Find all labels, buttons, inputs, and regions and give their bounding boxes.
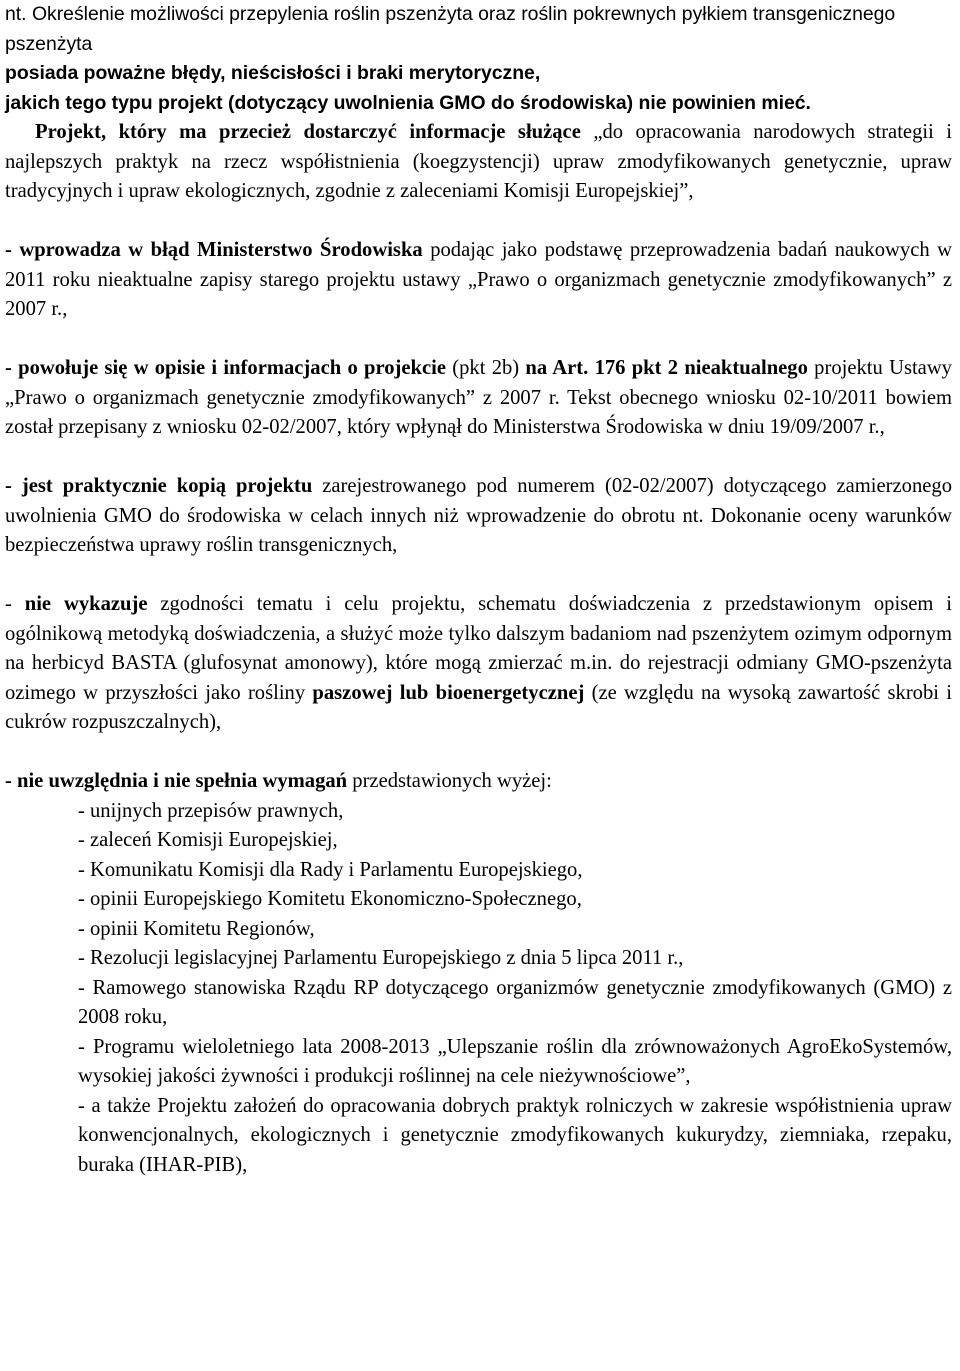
point-copy-text: zarejestrowanego pod numerem (02-02/2007) dotyczącego zamierzonego uwolnienia GMO do środowiska w celach innych niż wprowadzenie do obrotu nt. Dokonanie oceny warunków bezpieczeństwa uprawy roślin transgenicznych, <box>5 475 952 556</box>
intro-bold: Projekt, który ma przecież dostarczyć informacje służące <box>35 121 581 143</box>
spacer <box>5 738 952 768</box>
header-claim-line: posiada poważne błędy, nieścisłości i braki merytoryczne, <box>5 62 541 84</box>
list-item: - Rezolucji legislacyjnej Parlamentu Europejskiego z dnia 5 lipca 2011 r., <box>78 947 684 969</box>
spacer <box>5 561 952 591</box>
list-item: - Ramowego stanowiska Rządu RP dotyczącego organizmów genetycznie zmodyfikowanych (GMO) z 2008 roku, <box>78 976 952 1028</box>
point-no-consistency-text-2: (ze względu na wysoką zawartość skrobi i cukrów rozpuszczalnych), <box>5 681 952 733</box>
intro-paragraph <box>5 118 952 207</box>
point-requirements-text: przedstawionych wyżej: <box>347 770 552 792</box>
point-copy <box>5 472 952 561</box>
point-no-consistency <box>5 590 952 738</box>
list-item: - unijnych przepisów prawnych, <box>78 799 344 822</box>
point-copy-bold: - jest praktycznie kopią projektu <box>5 475 313 497</box>
requirements-list <box>5 797 952 1181</box>
point-misleads <box>5 236 952 325</box>
point-no-consistency-bold-2: paszowej lub bioenergetycznej <box>312 681 585 704</box>
point-refers-bold-2: na Art. 176 pkt 2 nieaktualnego <box>525 357 808 379</box>
list-item: - Komunikatu Komisji dla Rady i Parlamentu Europejskiego, <box>78 858 583 881</box>
point-no-consistency-dash: - <box>5 593 25 615</box>
point-misleads-bold: - wprowadza w błąd Ministerstwo Środowiska <box>5 239 423 261</box>
point-refers-text: (pkt 2b) <box>445 357 526 379</box>
list-item: - zaleceń Komisji Europejskiej, <box>78 829 338 851</box>
spacer <box>5 207 952 237</box>
spacer <box>5 325 952 355</box>
point-refers-text-2: projektu Ustawy „Prawo o organizmach genetycznie zmodyfikowanych” z 2007 r. Tekst obecnego wniosku 02-10/2011 bowiem został przepisany z wniosku 02-02/2007, który wpłynął do Ministerstwa Środowiska w dniu 19/09/2007 r., <box>5 357 952 438</box>
intro-text: „do opracowania narodowych strategii i najlepszych praktyk na rzecz współistnienia (koegzystencji) upraw zmodyfikowanych genetycznie, upraw tradycyjnych i upraw ekologicznych, zgodnie z zaleceniami Komisji Europejskiej”, <box>5 121 952 202</box>
header-topic-line: nt. Określenie możliwości przepylenia roślin pszenżyta oraz roślin pokrewnych pyłkiem transgenicznego pszenżyta <box>5 3 896 55</box>
point-refers <box>5 354 952 443</box>
header-claim-line-2: jakich tego typu projekt (dotyczący uwolnienia GMO do środowiska) nie powinien mieć. <box>5 91 811 114</box>
point-no-consistency-bold: nie wykazuje <box>24 593 148 615</box>
document-body <box>5 118 952 1180</box>
point-requirements <box>5 767 952 797</box>
point-no-consistency-text: zgodności tematu i celu projektu, schematu doświadczenia z przedstawionym opisem i ogólnikową metodyką doświadczenia, a służyć może tylko dalszym badaniom nad pszenżytem ozimym odpornym na herbicyd BASTA (glufosynat amonowy), które mogą zmierzać m.in. do rejestracji odmiany GMO-pszenżyta ozimego w przyszłości jako rośliny <box>5 593 952 704</box>
list-item: - Programu wieloletniego lata 2008-2013 „Ulepszanie roślin dla zrównoważonych AgroEkoSystemów, wysokiej jakości żywności i produkcji roślinnej na cele nieżywnościowe”, <box>78 1035 952 1087</box>
point-requirements-bold: - nie uwzględnia i nie spełnia wymagań <box>5 770 348 792</box>
list-item: - a także Projektu założeń do opracowania dobrych praktyk rolniczych w zakresie współistnienia upraw konwencjonalnych, ekologicznych i genetycznie zmodyfikowanych kukurydzy, ziemniaka, rzepaku, buraka (IHAR-PIB), <box>78 1094 952 1176</box>
document-header <box>5 0 952 118</box>
spacer <box>5 443 952 473</box>
point-misleads-text: podając jako podstawę przeprowadzenia badań naukowych w 2011 roku nieaktualne zapisy starego projektu ustawy „Prawo o organizmach genetycznie zmodyfikowanych” z 2007 r., <box>5 239 952 320</box>
list-item: - opinii Europejskiego Komitetu Ekonomiczno-Społecznego, <box>78 888 582 910</box>
list-item: - opinii Komitetu Regionów, <box>78 917 315 940</box>
point-refers-bold: - powołuje się w opisie i informacjach o projekcie <box>5 357 446 379</box>
